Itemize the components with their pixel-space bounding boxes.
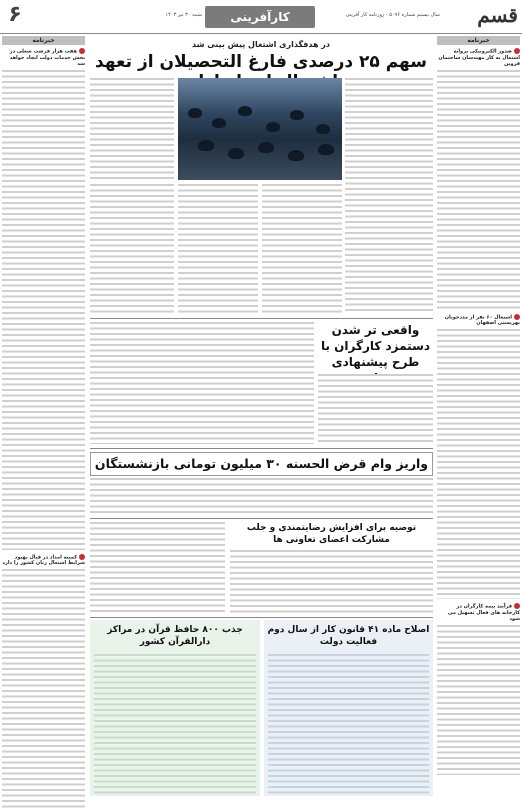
- left-story2-title-text: کمیته امداد در قبال بهبود شرایط اشتغال زنان کشور را دارد: [2, 554, 85, 566]
- header-divider: [0, 33, 522, 34]
- lead-body-col4: [90, 184, 174, 314]
- coop-story-body1: [230, 550, 433, 614]
- left-story1-title: [2, 48, 85, 67]
- quran-headline: جذب ۸۰۰ حافظ قرآن در مراکز دارالقرآن کشور: [107, 625, 243, 647]
- right-story2-title-text: اشتغال ۶۰ نفر از مددجویان بهزیستی اصفهان: [444, 314, 520, 326]
- right-story3-body: [437, 625, 520, 775]
- right-news-column: [437, 36, 520, 796]
- loan-story-body: [90, 478, 433, 514]
- labor-law-headline: اصلاح ماده ۴۱ قانون کار از سال دوم فعالیت دولت: [267, 625, 430, 647]
- wage-story-body1: [318, 374, 433, 444]
- lead-body-col5: [178, 184, 258, 314]
- left-story2-title: [2, 554, 85, 567]
- coop-story-body2: [90, 522, 225, 614]
- right-column-heading: خبرنامه: [437, 36, 520, 45]
- graduates-photo: [178, 78, 342, 180]
- divider: [90, 318, 433, 319]
- lead-headline: سهم ۲۵ درصدی فارغ التحصیلان از تعهد: [95, 52, 427, 72]
- issue-info: سال بیستم شماره ۵۰۹۶ - روزنامه کار آفرینی: [345, 12, 440, 18]
- right-story1-title: [437, 48, 520, 67]
- right-story1-title-text: صدور الکترونیکی پروانه اشتغال به کار مهندسان ساختمان قزوین: [438, 48, 520, 67]
- labor-law-body: [268, 654, 429, 794]
- labor-law-box: [264, 620, 433, 796]
- coop-story-headline: توصیه برای افزایش رضایتمندی و جلب مشارکت اعضای تعاونی ها: [246, 523, 417, 545]
- loan-story-headline: واریز وام قرض الحسنه ۳۰ میلیون تومانی بازنشستگان: [90, 452, 433, 476]
- quran-box: [90, 620, 260, 796]
- bullet-icon: [79, 554, 85, 560]
- left-story1-title-text: هفت هزار فرصت شغلی در بخش خدمات دولت ایجاد خواهد شد: [9, 48, 85, 67]
- bullet-icon: [79, 48, 85, 54]
- quran-body: [94, 654, 256, 794]
- wage-story-headline: واقعی تر شدن دستمزد کارگران با طرح پیشنهادی: [320, 323, 431, 369]
- page-number: ۶: [8, 2, 22, 27]
- bullet-icon: [514, 48, 520, 54]
- issue-date: شنبه ۳۰ تیر ۱۴۰۳: [165, 12, 202, 18]
- lead-kicker: در هدفگذاری اشتغال پیش بینی شد: [191, 40, 331, 49]
- lead-body-col1: [345, 78, 433, 313]
- lead-body-col6: [262, 184, 342, 314]
- bullet-icon: [514, 314, 520, 320]
- right-story2-body: [437, 329, 520, 599]
- right-story3-title-text: فرآیند بیمه کارگران در کارخانه های فعال تسهیل می شود: [447, 603, 520, 622]
- newspaper-logo: قسم: [477, 3, 518, 27]
- divider: [90, 448, 433, 449]
- bullet-icon: [514, 603, 520, 609]
- divider: [90, 617, 433, 618]
- divider: [90, 518, 433, 519]
- lead-body-col3: [90, 78, 174, 180]
- left-story2-body: [2, 569, 85, 809]
- page-header: [0, 0, 522, 36]
- wage-story-body2: [90, 322, 314, 444]
- left-column-heading: خبرنامه: [2, 36, 85, 45]
- left-news-column: [2, 36, 85, 796]
- right-story3-title: [437, 603, 520, 622]
- section-title: کارآفرینی: [205, 6, 315, 28]
- right-story2-title: [437, 314, 520, 327]
- left-story1-body: [2, 70, 85, 550]
- right-story1-body: [437, 70, 520, 310]
